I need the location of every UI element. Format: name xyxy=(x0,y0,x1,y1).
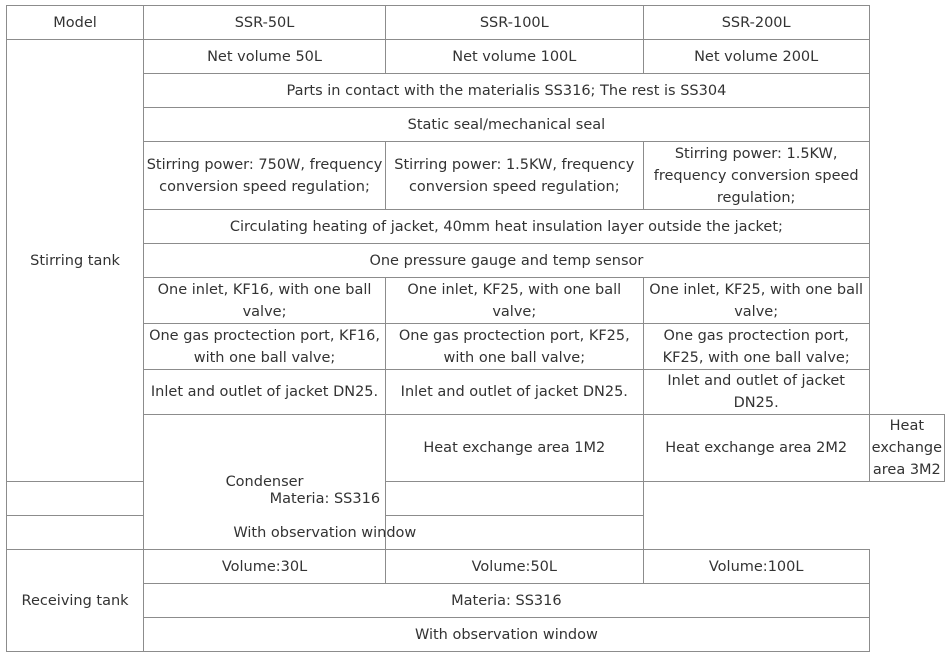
volume-cell: Volume:30L xyxy=(144,550,386,584)
net-volume-cell: Net volume 100L xyxy=(385,40,643,74)
model-ssr-100l: SSR-100L xyxy=(385,6,643,40)
area-cell: Heat exchange area 1M2 xyxy=(385,415,643,482)
gauge-cell: One pressure gauge and temp sensor xyxy=(144,244,870,278)
inlet-cell: One inlet, KF25, with one ball valve; xyxy=(385,278,643,324)
volume-cell: Volume:100L xyxy=(643,550,869,584)
table-row xyxy=(7,324,945,370)
inlet-cell: One inlet, KF16, with one ball valve; xyxy=(144,278,386,324)
receiving-material-cell: Materia: SS316 xyxy=(144,584,870,618)
model-ssr-200l: SSR-200L xyxy=(643,6,869,40)
table-row xyxy=(7,278,945,324)
stirring-power-cell: Stirring power: 750W, frequency conversion speed regulation; xyxy=(144,142,386,210)
table-row xyxy=(7,516,945,550)
condenser-window-cell: With observation window xyxy=(7,516,644,550)
header-row xyxy=(7,6,945,40)
table-row xyxy=(7,244,945,278)
jacket-cell: Inlet and outlet of jacket DN25. xyxy=(643,370,869,415)
table-row xyxy=(7,584,945,618)
area-cell: Heat exchange area 3M2 xyxy=(869,415,944,482)
table-row xyxy=(7,370,945,415)
stirring-power-cell: Stirring power: 1.5KW, frequency conversion speed regulation; xyxy=(643,142,869,210)
contact-material-cell: Parts in contact with the materialis SS316; The rest is SS304 xyxy=(144,74,870,108)
spec-table xyxy=(6,5,945,652)
receiving-tank-label: Receiving tank xyxy=(7,550,144,652)
model-ssr-50l: SSR-50L xyxy=(144,6,386,40)
inlet-cell: One inlet, KF25, with one ball valve; xyxy=(643,278,869,324)
area-cell: Heat exchange area 2M2 xyxy=(643,415,869,482)
gas-port-cell: One gas proctection port, KF25, with one ball valve; xyxy=(385,324,643,370)
table-row xyxy=(7,550,945,584)
jacket-cell: Inlet and outlet of jacket DN25. xyxy=(144,370,386,415)
volume-cell: Volume:50L xyxy=(385,550,643,584)
table-row xyxy=(7,40,945,74)
stirring-tank-label: Stirring tank xyxy=(7,40,144,482)
model-header: Model xyxy=(7,6,144,40)
net-volume-cell: Net volume 50L xyxy=(144,40,386,74)
jacket-cell: Inlet and outlet of jacket DN25. xyxy=(385,370,643,415)
condenser-material-cell: Materia: SS316 xyxy=(7,482,644,516)
table-row xyxy=(7,618,945,652)
net-volume-cell: Net volume 200L xyxy=(643,40,869,74)
heating-cell: Circulating heating of jacket, 40mm heat insulation layer outside the jacket; xyxy=(144,210,870,244)
condenser-label: Condenser xyxy=(144,415,386,550)
table-row xyxy=(7,142,945,210)
seal-cell: Static seal/mechanical seal xyxy=(144,108,870,142)
stirring-power-cell: Stirring power: 1.5KW, frequency conversion speed regulation; xyxy=(385,142,643,210)
table-row xyxy=(7,210,945,244)
gas-port-cell: One gas proctection port, KF25, with one ball valve; xyxy=(643,324,869,370)
table-row xyxy=(7,74,945,108)
gas-port-cell: One gas proctection port, KF16, with one ball valve; xyxy=(144,324,386,370)
table-row xyxy=(7,482,945,516)
receiving-window-cell: With observation window xyxy=(144,618,870,652)
table-row xyxy=(7,415,945,482)
table-row xyxy=(7,108,945,142)
